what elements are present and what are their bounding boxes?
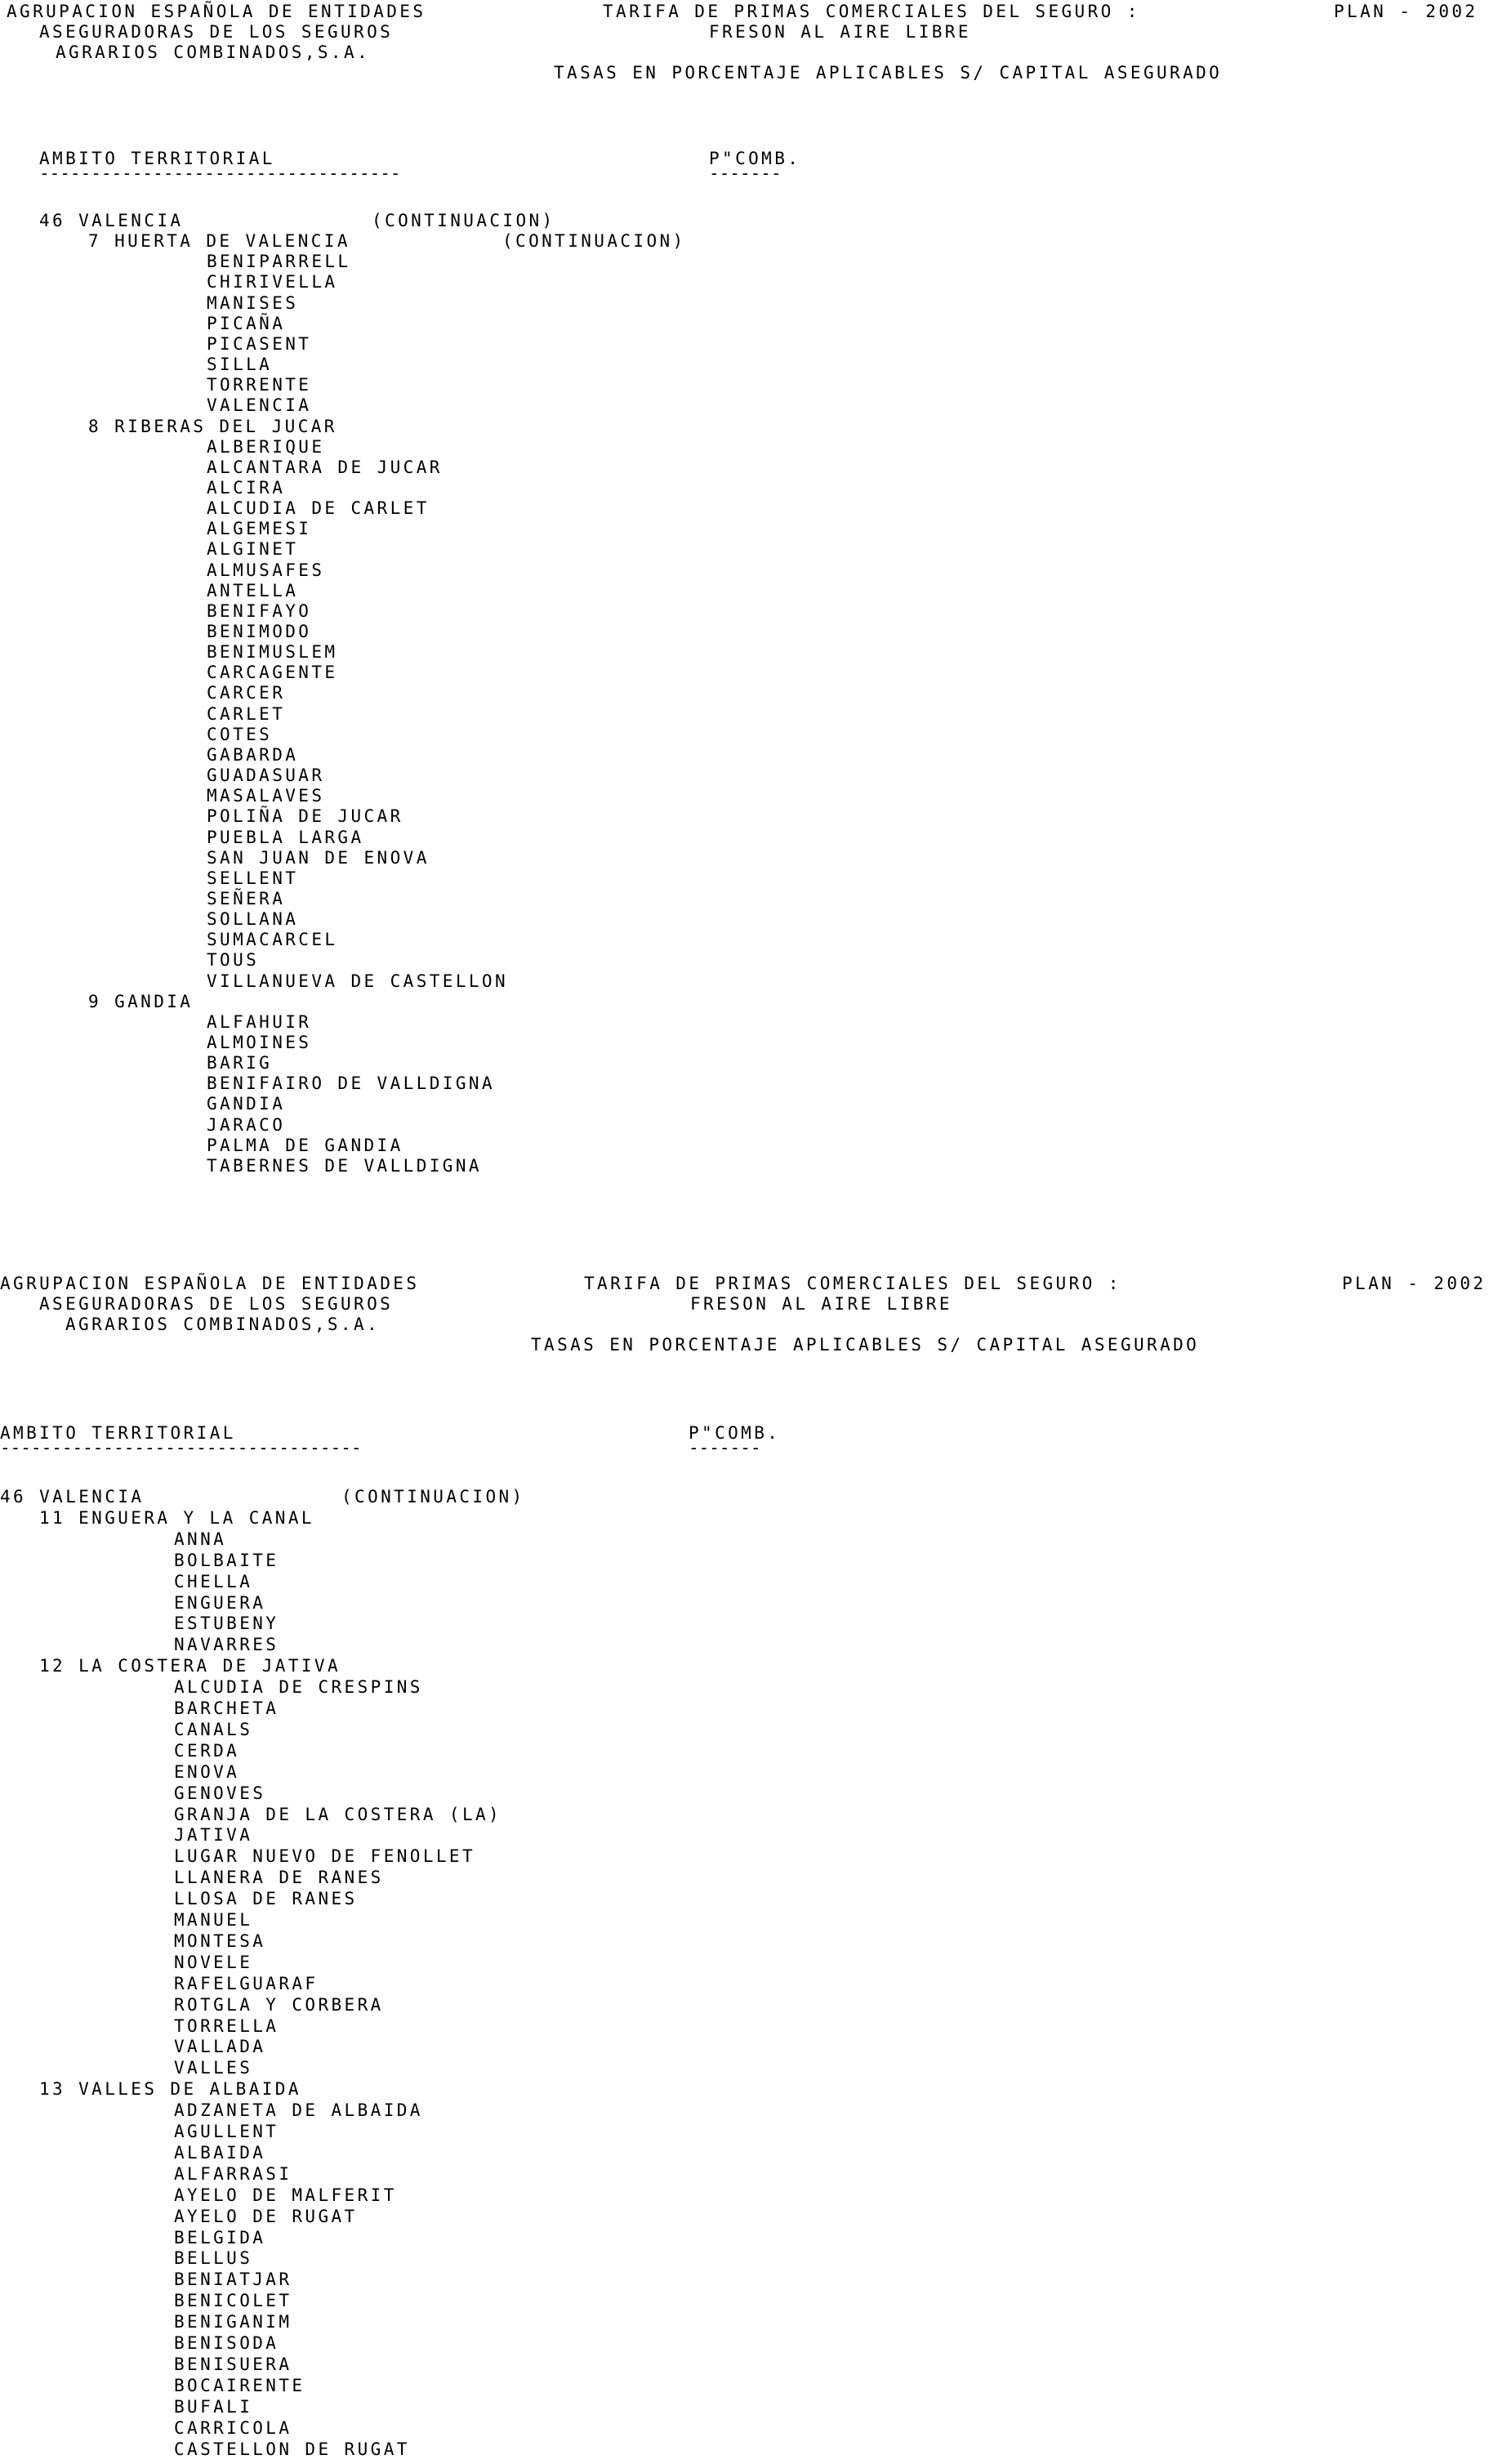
municipality-name: AGULLENT — [174, 2122, 279, 2141]
municipality-name: SEÑERA — [207, 888, 286, 908]
comarca-heading: 9 GANDIA — [88, 991, 194, 1011]
municipality-name: BUFALI — [174, 2396, 253, 2417]
municipality-name: GABARDA — [207, 744, 299, 765]
municipality-name: GRANJA DE LA COSTERA (LA) — [174, 1804, 502, 1824]
municipality-name: BENIATJAR — [174, 2270, 292, 2290]
province-heading: 46 VALENCIA — [0, 1487, 145, 1507]
municipality-name: BOLBAITE — [174, 1550, 279, 1570]
municipality-name: SAN JUAN DE ENOVA — [207, 847, 430, 868]
municipality-name: RAFELGUARAF — [174, 1973, 319, 1993]
org-name-line1: AGRUPACION ESPAÑOLA DE ENTIDADES — [7, 2, 426, 21]
municipality-name: ESTUBENY — [174, 1614, 279, 1634]
tariff-subtitle: TASAS EN PORCENTAJE APLICABLES S/ CAPITAL ASEGURADO — [554, 63, 1223, 83]
municipality-name: ANTELLA — [207, 580, 299, 600]
tariff-title-line2: FRESON AL AIRE LIBRE — [690, 1294, 952, 1314]
municipality-name: BELLUS — [174, 2248, 253, 2269]
municipality-name: ADZANETA DE ALBAIDA — [174, 2100, 423, 2121]
municipality-name: ALCUDIA DE CRESPINS — [174, 1677, 423, 1698]
municipality-name: SILLA — [207, 355, 273, 375]
column-header-rate-rule: ------- — [689, 1438, 761, 1457]
municipality-name: ALGEMESI — [207, 519, 312, 539]
tariff-subtitle: TASAS EN PORCENTAJE APLICABLES S/ CAPITAL ASEGURADO — [531, 1335, 1200, 1355]
municipality-name: TABERNES DE VALLDIGNA — [207, 1155, 482, 1176]
municipality-name: CHIRIVELLA — [207, 272, 338, 292]
municipality-name: AYELO DE RUGAT — [174, 2206, 358, 2226]
municipality-name: ENGUERA — [174, 1592, 266, 1613]
municipality-name: BENIGANIM — [174, 2312, 292, 2332]
municipality-name: CASTELLON DE RUGAT — [174, 2439, 410, 2459]
municipality-name: CARCAGENTE — [207, 663, 338, 683]
province-note: (CONTINUACION) — [372, 211, 555, 230]
org-name-line3: AGRARIOS COMBINADOS,S.A. — [65, 1315, 381, 1334]
municipality-name: PICASENT — [207, 333, 312, 354]
column-header-ambito: AMBITO TERRITORIAL — [39, 149, 275, 168]
municipality-name: ENOVA — [174, 1761, 240, 1782]
municipality-name: BENIPARRELL — [207, 252, 351, 272]
plan-label: PLAN - 2002 — [1334, 2, 1478, 21]
municipality-name: AYELO DE MALFERIT — [174, 2185, 397, 2205]
municipality-name: BENIMODO — [207, 622, 312, 641]
municipality-name: CARRICOLA — [174, 2417, 292, 2438]
municipality-name: LLANERA DE RANES — [174, 1868, 384, 1888]
municipality-name: ALCUDIA DE CARLET — [207, 498, 430, 519]
municipality-name: BELGIDA — [174, 2227, 266, 2248]
municipality-name: ALBERIQUE — [207, 436, 325, 457]
org-name-line1: AGRUPACION ESPAÑOLA DE ENTIDADES — [0, 1274, 420, 1293]
municipality-name: BENICOLET — [174, 2291, 292, 2311]
municipality-name: PICAÑA — [207, 313, 286, 333]
municipality-name: BENIFAYO — [207, 600, 312, 621]
municipality-name: MANISES — [207, 292, 299, 313]
province-heading: 46 VALENCIA — [39, 211, 184, 230]
municipality-name: CARLET — [207, 703, 286, 724]
municipality-name: VALLES — [174, 2058, 253, 2078]
municipality-name: BARCHETA — [174, 1698, 279, 1718]
municipality-name: BENIMUSLEM — [207, 642, 338, 663]
municipality-name: ROTGLA Y CORBERA — [174, 1994, 384, 2015]
municipality-name: SOLLANA — [207, 909, 299, 930]
column-header-ambito-rule: ----------------------------------- — [0, 1438, 362, 1457]
comarca-note: (CONTINUACION) — [502, 231, 686, 252]
municipality-name: POLIÑA DE JUCAR — [207, 806, 403, 827]
municipality-name: JARACO — [207, 1114, 286, 1135]
municipality-name: BARIG — [207, 1053, 273, 1074]
municipality-name: ALMUSAFES — [207, 560, 325, 580]
municipality-name: NOVELE — [174, 1952, 253, 1972]
municipality-name: ALFARRASI — [174, 2163, 292, 2184]
tariff-title-line1: TARIFA DE PRIMAS COMERCIALES DEL SEGURO : — [603, 2, 1140, 21]
municipality-name: ALCANTARA DE JUCAR — [207, 457, 443, 477]
municipality-name: BOCAIRENTE — [174, 2375, 305, 2395]
municipality-name: CHELLA — [174, 1571, 253, 1591]
municipality-name: COTES — [207, 724, 273, 744]
column-header-ambito-rule: ----------------------------------- — [39, 163, 401, 183]
municipality-name: MONTESA — [174, 1931, 266, 1951]
municipality-name: GUADASUAR — [207, 766, 325, 786]
municipality-name: ANNA — [174, 1529, 227, 1549]
org-name-line3: AGRARIOS COMBINADOS,S.A. — [56, 42, 371, 62]
municipality-name: ALBAIDA — [174, 2142, 266, 2163]
municipality-name: GANDIA — [207, 1094, 286, 1114]
municipality-name: VALLADA — [174, 2037, 266, 2057]
municipality-name: JATIVA — [174, 1825, 253, 1846]
municipality-name: SELLENT — [207, 868, 299, 888]
municipality-name: LUGAR NUEVO DE FENOLLET — [174, 1846, 475, 1867]
municipality-name: NAVARRES — [174, 1635, 279, 1655]
municipality-name: CERDA — [174, 1740, 240, 1761]
municipality-name: BENISODA — [174, 2333, 279, 2353]
comarca-heading: 11 ENGUERA Y LA CANAL — [39, 1507, 314, 1528]
municipality-name: SUMACARCEL — [207, 930, 338, 950]
municipality-name: VALENCIA — [207, 395, 312, 416]
municipality-name: ALMOINES — [207, 1033, 312, 1052]
municipality-name: PUEBLA LARGA — [207, 827, 364, 847]
tariff-title-line2: FRESON AL AIRE LIBRE — [709, 22, 971, 42]
comarca-heading: 13 VALLES DE ALBAIDA — [39, 2079, 301, 2100]
tariff-title-line1: TARIFA DE PRIMAS COMERCIALES DEL SEGURO : — [584, 1274, 1121, 1293]
municipality-name: ALFAHUIR — [207, 1011, 312, 1032]
municipality-name: ALCIRA — [207, 477, 286, 498]
org-name-line2: ASEGURADORAS DE LOS SEGUROS — [39, 1294, 394, 1314]
province-note: (CONTINUACION) — [341, 1487, 525, 1507]
column-header-rate-rule: ------- — [709, 163, 782, 183]
comarca-heading: 8 RIBERAS DEL JUCAR — [88, 416, 337, 436]
municipality-name: CANALS — [174, 1719, 253, 1739]
municipality-name: PALMA DE GANDIA — [207, 1135, 403, 1155]
municipality-name: MASALAVES — [207, 786, 325, 806]
municipality-name: TORRENTE — [207, 375, 312, 395]
municipality-name: LLOSA DE RANES — [174, 1889, 358, 1909]
municipality-name: CARCER — [207, 683, 286, 703]
municipality-name: MANUEL — [174, 1910, 253, 1930]
column-header-rate: P"COMB. — [689, 1423, 781, 1443]
comarca-heading: 12 LA COSTERA DE JATIVA — [39, 1656, 341, 1676]
municipality-name: BENISUERA — [174, 2354, 292, 2374]
municipality-name: TOUS — [207, 950, 260, 971]
column-header-rate: P"COMB. — [709, 149, 801, 168]
municipality-name: BENIFAIRO DE VALLDIGNA — [207, 1074, 495, 1094]
column-header-ambito: AMBITO TERRITORIAL — [0, 1423, 236, 1443]
plan-label: PLAN - 2002 — [1342, 1274, 1487, 1293]
municipality-name: VILLANUEVA DE CASTELLON — [207, 971, 508, 991]
org-name-line2: ASEGURADORAS DE LOS SEGUROS — [39, 22, 394, 42]
municipality-name: TORRELLA — [174, 2015, 279, 2036]
comarca-heading: 7 HUERTA DE VALENCIA — [88, 231, 350, 252]
municipality-name: ALGINET — [207, 539, 299, 560]
municipality-name: GENOVES — [174, 1783, 266, 1803]
